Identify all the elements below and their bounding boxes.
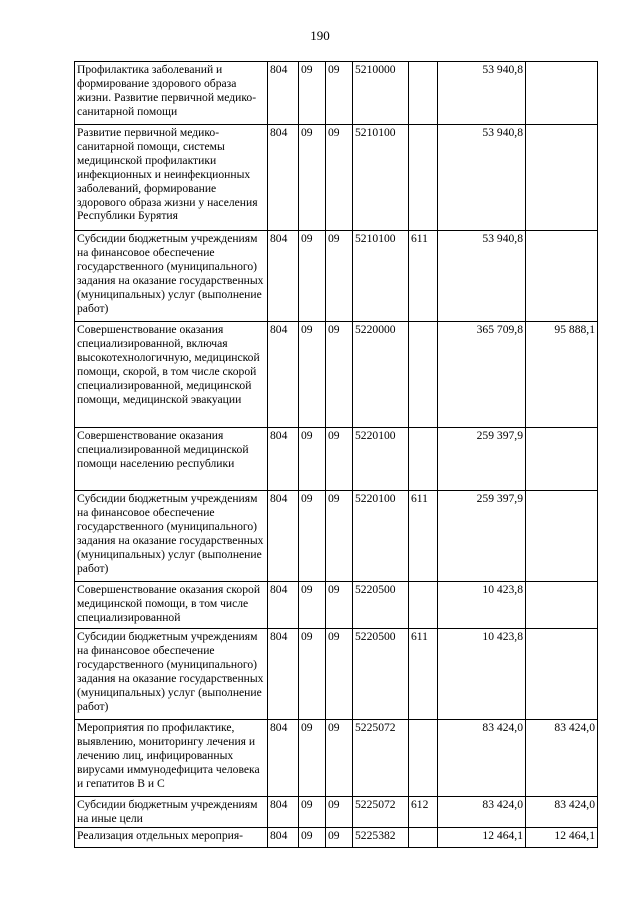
sum-cell: 53 940,8 [438,125,526,231]
table-row [75,62,598,125]
page-number: 190 [310,28,330,43]
section-code-cell: 09 [299,231,326,322]
ministry-code-cell: 804 [268,231,299,322]
section-code-cell: 09 [299,491,326,582]
subsection-code-cell: 09 [326,827,353,847]
sum-cell: 10 423,8 [438,629,526,720]
subsection-code-cell: 09 [326,125,353,231]
ministry-code-cell: 804 [268,797,299,828]
target-article-cell: 5220000 [353,322,409,428]
sum-federal-cell: 12 464,1 [526,827,598,847]
section-code-cell: 09 [299,720,326,797]
sum-federal-cell [526,629,598,720]
table-row [75,125,598,231]
row-name-cell: Развитие первичной медико-санитарной помощи, системы медицинской профилактики инфекционных и неинфекционных заболеваний, формирование здорового образа жизни у населения Республики Бурятия [75,125,268,231]
sum-federal-cell [526,125,598,231]
ministry-code-cell: 804 [268,428,299,491]
subsection-code-cell: 09 [326,322,353,428]
expense-type-cell [409,322,438,428]
section-code-cell: 09 [299,797,326,828]
row-name-cell: Мероприятия по профилактике, выявлению, мониторингу лечения и лечению лиц, инфицированных вирусами иммунодефицита человека и гепатитов В и С [75,720,268,797]
target-article-cell: 5225382 [353,827,409,847]
row-name-cell: Реализация отдельных мероприя- [75,827,268,847]
sum-cell: 259 397,9 [438,428,526,491]
row-name-cell: Субсидии бюджетным учреждениям на финансовое обеспечение государственного (муниципального) задания на оказание государственных (муниципальных) услуг (выполнение работ) [75,231,268,322]
row-name-cell: Совершенствование оказания скорой медицинской помощи, в том числе специализированной [75,582,268,629]
ministry-code-cell: 804 [268,125,299,231]
sum-federal-cell [526,62,598,125]
target-article-cell: 5210100 [353,125,409,231]
section-code-cell: 09 [299,62,326,125]
subsection-code-cell: 09 [326,720,353,797]
subsection-code-cell: 09 [326,582,353,629]
target-article-cell: 5220100 [353,491,409,582]
row-name-cell: Субсидии бюджетным учреждениям на финансовое обеспечение государственного (муниципального) задания на оказание государственных (муниципальных) услуг (выполнение работ) [75,629,268,720]
sum-federal-cell: 83 424,0 [526,720,598,797]
expense-type-cell [409,428,438,491]
sum-cell: 10 423,8 [438,582,526,629]
sum-cell: 365 709,8 [438,322,526,428]
table-row [75,582,598,629]
section-code-cell: 09 [299,322,326,428]
ministry-code-cell: 804 [268,629,299,720]
table-row [75,231,598,322]
expense-type-cell [409,125,438,231]
sum-federal-cell [526,428,598,491]
subsection-code-cell: 09 [326,797,353,828]
expense-type-cell: 611 [409,491,438,582]
target-article-cell: 5225072 [353,797,409,828]
expense-type-cell: 611 [409,629,438,720]
budget-table-body [75,62,598,848]
sum-cell: 53 940,8 [438,231,526,322]
subsection-code-cell: 09 [326,231,353,322]
expense-type-cell: 612 [409,797,438,828]
sum-federal-cell [526,491,598,582]
sum-cell: 83 424,0 [438,720,526,797]
section-code-cell: 09 [299,582,326,629]
subsection-code-cell: 09 [326,428,353,491]
table-row [75,629,598,720]
expense-type-cell [409,582,438,629]
target-article-cell: 5220500 [353,582,409,629]
sum-cell: 53 940,8 [438,62,526,125]
sum-federal-cell: 83 424,0 [526,797,598,828]
expense-type-cell: 611 [409,231,438,322]
target-article-cell: 5210100 [353,231,409,322]
subsection-code-cell: 09 [326,62,353,125]
target-article-cell: 5220500 [353,629,409,720]
section-code-cell: 09 [299,428,326,491]
ministry-code-cell: 804 [268,491,299,582]
subsection-code-cell: 09 [326,629,353,720]
target-article-cell: 5220100 [353,428,409,491]
expense-type-cell [409,62,438,125]
expense-type-cell [409,720,438,797]
table-row [75,322,598,428]
sum-federal-cell [526,231,598,322]
sum-federal-cell: 95 888,1 [526,322,598,428]
row-name-cell: Профилактика заболеваний и формирование здорового образа жизни. Развитие первичной медико-санитарной помощи [75,62,268,125]
row-name-cell: Совершенствование оказания специализированной, включая высокотехнологичную, медицинской помощи, скорой, в том числе скорой специализированной, медицинской помощи, медицинской эвакуации [75,322,268,428]
table-row [75,491,598,582]
row-name-cell: Совершенствование оказания специализированной медицинской помощи населению республики [75,428,268,491]
sum-cell: 12 464,1 [438,827,526,847]
budget-table [74,61,598,848]
table-row [75,720,598,797]
section-code-cell: 09 [299,125,326,231]
table-row [75,827,598,847]
ministry-code-cell: 804 [268,62,299,125]
sum-cell: 259 397,9 [438,491,526,582]
target-article-cell: 5210000 [353,62,409,125]
target-article-cell: 5225072 [353,720,409,797]
row-name-cell: Субсидии бюджетным учреждениям на финансовое обеспечение государственного (муниципального) задания на оказание государственных (муниципальных) услуг (выполнение работ) [75,491,268,582]
ministry-code-cell: 804 [268,827,299,847]
section-code-cell: 09 [299,629,326,720]
section-code-cell: 09 [299,827,326,847]
row-name-cell: Субсидии бюджетным учреждениям на иные цели [75,797,268,828]
ministry-code-cell: 804 [268,582,299,629]
subsection-code-cell: 09 [326,491,353,582]
expense-type-cell [409,827,438,847]
ministry-code-cell: 804 [268,322,299,428]
sum-federal-cell [526,582,598,629]
ministry-code-cell: 804 [268,720,299,797]
table-row [75,797,598,828]
sum-cell: 83 424,0 [438,797,526,828]
table-row [75,428,598,491]
